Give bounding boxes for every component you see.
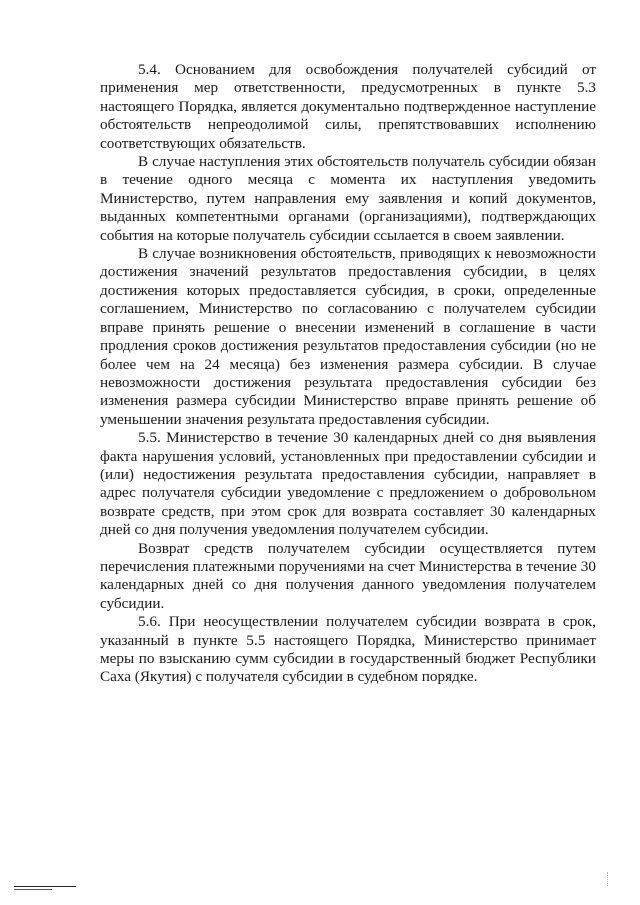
footer-rule	[14, 886, 76, 887]
paragraph-force-majeure-notice: В случае наступления этих обстоятельств получатель субсидии обязан в течение одного месяца с момента их наступления уведомить Министерство, путем направления ему заявления и копий документов, выданных компетентными органами (организациями), подтверждающих события на которые получатель субсидии ссылается в своем заявлении.	[100, 153, 596, 244]
document-body	[100, 61, 596, 687]
scan-artifact	[607, 872, 614, 886]
paragraph-deadline-extension: В случае возникновения обстоятельств, приводящих к невозможности достижения значений результатов предоставления субсидии, в целях достижения которых предоставляется субсидия, в сроки, определенные соглашением, Министерство по согласованию с получателем субсидии вправе принять решение о внесении изменений в соглашение в части продления сроков достижения результатов предоставления субсидии (но не более чем на 24 месяца) без изменения размера субсидии. В случае невозможности достижения результата предоставления субсидии без изменения размера субсидии Министерство вправе принять решение об уменьшении значения результата предоставления субсидии.	[100, 245, 596, 428]
paragraph-5-5: 5.5. Министерство в течение 30 календарных дней со дня выявления факта нарушения условий, установленных при предоставлении субсидии и (или) недостижения результата предоставления субсидии, направляет в адрес получателя субсидии уведомление с предложением о добровольном возврате средств, при этом срок для возврата составляет 30 календарных дней со дня получения уведомления получателем субсидии.	[100, 429, 596, 539]
paragraph-5-4: 5.4. Основанием для освобождения получателей субсидий от применения мер ответственности, предусмотренных в пункте 5.3 настоящего Порядка, является документально подтвержденное наступление обстоятельств непреодолимой силы, препятствовавших исполнению соответствующих обязательств.	[100, 61, 596, 152]
paragraph-refund-procedure: Возврат средств получателем субсидии осуществляется путем перечисления платежными поручениями на счет Министерства в течение 30 календарных дней со дня получения данного уведомления получателем субсидии.	[100, 539, 596, 612]
paragraph-5-6: 5.6. При неосуществлении получателем субсидии возврата в срок, указанный в пункте 5.5 настоящего Порядка, Министерство принимает меры по взысканию сумм субсидии в государственный бюджет Республики Саха (Якутия) с получателя субсидии в судебном порядке.	[100, 613, 596, 686]
footer-rule-short	[14, 889, 52, 890]
